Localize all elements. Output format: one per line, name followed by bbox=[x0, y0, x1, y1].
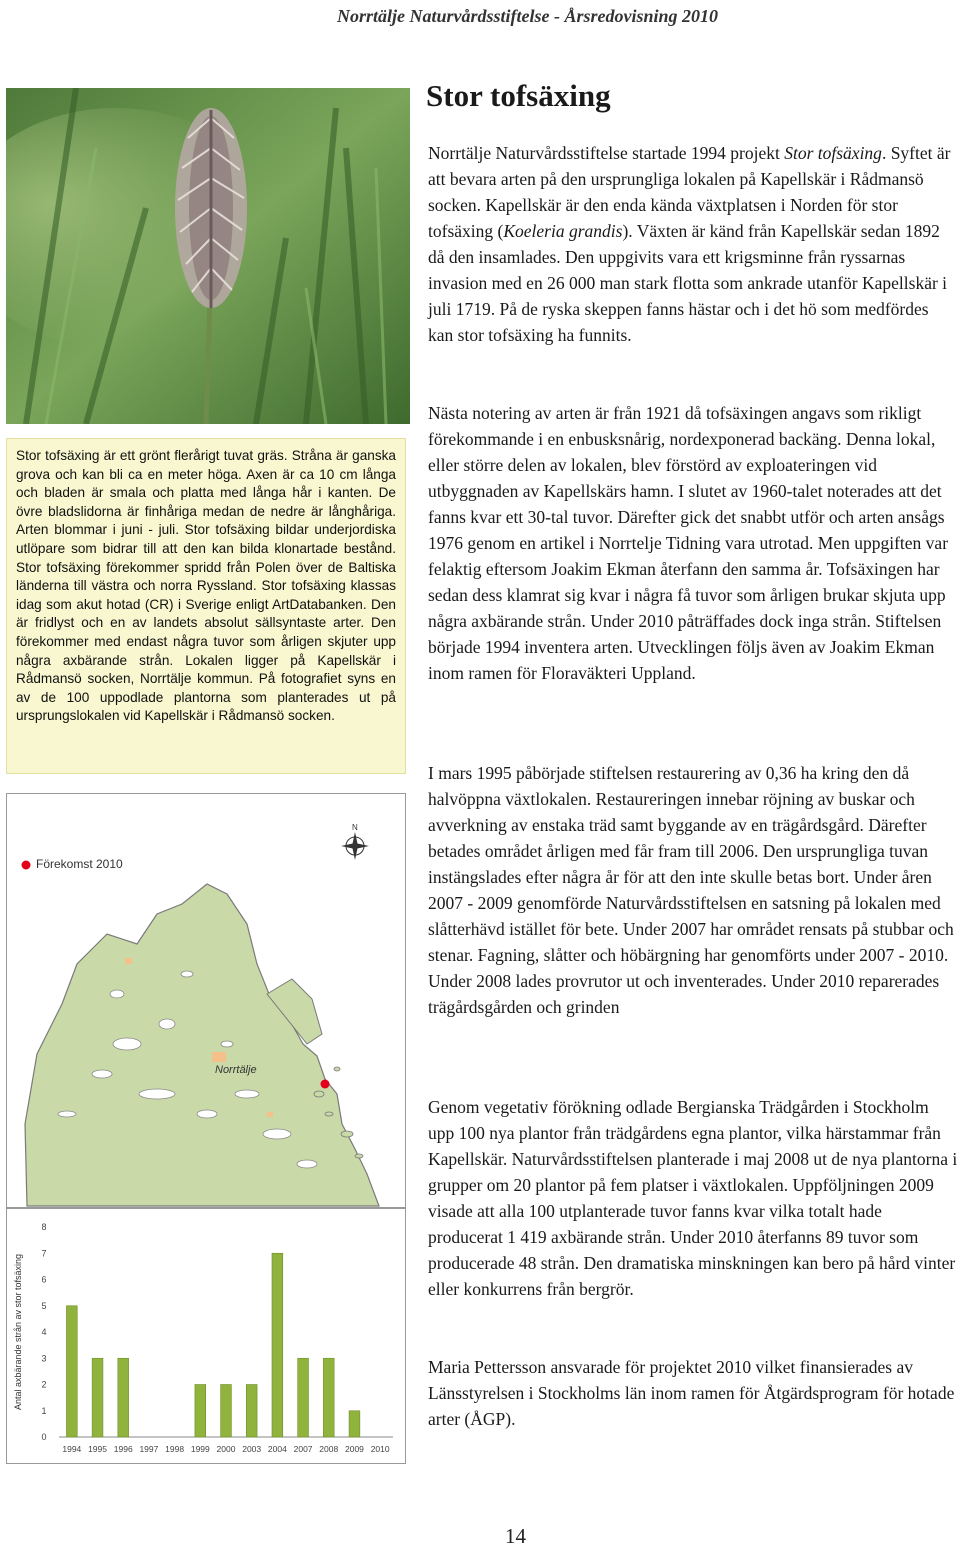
y-tick-label: 0 bbox=[41, 1432, 47, 1442]
x-tick-label: 2007 bbox=[293, 1444, 313, 1454]
bar-1994 bbox=[66, 1306, 77, 1437]
paragraph-restoration: I mars 1995 påbörjade stiftelsen restaurering av 0,36 ha kring den då halvöppna växtlokalen. Restaureringen innebar röjning av buskar och avverkning av enstaka träd samt byggande av en trägårdsgård. Därefter betades området årligen med får fram till 2006. Den ursprungliga tuvan instängslades efter några år för att den inte skulle betas bort. Under åren 2007 - 2009 genomförde Naturvårdsstiftelsen en satsning på lokalen med slåtterhävd istället för bete. Under 2007 har området rensats på stubbar och stenar. Fagning, slåtter och höbärgning har genomförts under 2007 - 2010. Under 2008 lades provrutor ut och inventerades. Under 2010 reparerades trägårdsgården och grinden bbox=[428, 763, 954, 1017]
paragraph-funding: Maria Pettersson ansvarade för projektet 2010 vilket finansierades av Länsstyrelsen i Stockholms län inom ramen för Åtgärdsprogram för hotade arter (ÅGP). bbox=[428, 1357, 955, 1429]
species-caption-box bbox=[6, 438, 406, 774]
page-number: 14 bbox=[505, 1524, 526, 1548]
x-tick-label: 2009 bbox=[345, 1444, 364, 1454]
bar-chart bbox=[6, 1208, 406, 1464]
bar-2009 bbox=[349, 1411, 360, 1437]
paragraph-history: Nästa notering av arten är från 1921 då tofsäxingen angavs som rikligt förekommande i en enbusksnårig, nordexponerad backäng. Denna lokal, eller större delen av lokalen, blev förstörd av exploateringen vid utbyggnaden av Kapellskärs hamn. I slutet av 1960-talet noterades att det fanns kvar ett 30-tal tuvor. Därefter gick det snabbt utför och arten ansågs 1976 genom en artikel i Norrtelje Tidning vara utrotad. Men uppgiften var felaktig eftersom Joakim Ekman återfann den samma år. Tofsäxingen har sedan dess klamrat sig kvar i några få tuvor som årligen brukar skjuta upp några axbärande strån. Under 2010 påträffades dock inga strån. Stiftelsen började 1994 inventera arten. Utvecklingen följs även av Joakim Ekman inom ramen för Floraväkteri Uppland. bbox=[428, 403, 949, 683]
x-tick-label: 1994 bbox=[62, 1444, 82, 1454]
distribution-map bbox=[6, 793, 406, 1208]
map-town-label: Norrtälje bbox=[215, 1064, 257, 1076]
x-tick-label: 1997 bbox=[139, 1444, 159, 1454]
chart-canvas bbox=[7, 1209, 405, 1463]
legend-marker bbox=[22, 861, 31, 870]
north-arrow-icon bbox=[341, 823, 369, 860]
y-tick-label: 1 bbox=[41, 1405, 47, 1416]
bar-2000 bbox=[221, 1385, 232, 1438]
bar-1999 bbox=[195, 1385, 206, 1438]
y-tick-label: 8 bbox=[41, 1222, 47, 1232]
x-tick-label: 1995 bbox=[88, 1444, 107, 1454]
y-tick-label: 5 bbox=[41, 1300, 47, 1311]
y-tick-label: 4 bbox=[41, 1327, 47, 1337]
occurrence-marker bbox=[321, 1080, 330, 1089]
bar-2003 bbox=[246, 1385, 257, 1438]
x-tick-label: 2008 bbox=[319, 1444, 339, 1454]
grass-photo bbox=[6, 88, 410, 424]
bar-2008 bbox=[323, 1358, 334, 1437]
article-title: Stor tofsäxing bbox=[426, 78, 611, 113]
x-tick-label: 1999 bbox=[190, 1444, 210, 1454]
y-axis-label: Antal axbärande strån av stor tofsäxing bbox=[13, 1253, 23, 1411]
species-caption: Stor tofsäxing är ett grönt flerårigt tuvat gräs. Stråna är ganska grova och kan bli ca en meter höga. Axen är ca 10 cm långa och bladen är smala och platta med långa hår i kanten. De övre bladslidorna är finhåriga medan de nedre är långhåriga. Arten blommar i juni - juli. Stor tofsäxing bildar underjordiska utlöpare som bidrar till att den kan bilda klonartade bestånd. Stor tofsäxing förekommer spridd från Polen över de Baltiska länderna till västra och norra Ryssland. Stor tofsäxing klassas idag som akut hotad (CR) i Sverige enligt ArtDatabanken. Den är fridlyst och en av landets absolut sällsyntaste arter. Den förekommer med endast några tuvor som årligen skjuter upp några axbärande strån. Lokalen ligger på Kapellskär i Rådmansö socken, Norrtälje kommun. På fotografiet syns en av de 100 uppodlade plantorna som planterades ut på ursprungslokalen vid Kapellskär i Rådmansö socken. bbox=[16, 448, 396, 724]
x-tick-label: 1998 bbox=[165, 1444, 185, 1454]
paragraph-intro: Norrtälje Naturvårdsstiftelse startade 1994 projekt Stor tofsäxing. Syftet är att bevara arten på den ursprungliga lokalen på Kapellskär i Rådmansö socken. Kapellskär är den enda kända växtplatsen i Norden för stor tofsäxing (Koeleria grandis). Växten är känd från Kapellskär sedan 1892 då den insamlades. Den uppgivits vara ett krigsminne från ryssarnas invasion med en 26 000 man stark flotta som ankrade utanför Kapellskär i juli 1719. På de ryska skeppen fanns hästar och i det hö som medfördes kan stor tofsäxing ha funnits. bbox=[428, 143, 951, 345]
grass-photo-image bbox=[6, 88, 410, 424]
y-tick-label: 3 bbox=[41, 1353, 47, 1364]
map-canvas bbox=[7, 794, 405, 1207]
svg-text:N: N bbox=[352, 823, 358, 832]
x-tick-label: 1996 bbox=[113, 1444, 133, 1454]
x-tick-label: 2003 bbox=[242, 1444, 262, 1454]
bar-2004 bbox=[272, 1253, 283, 1437]
y-tick-label: 6 bbox=[41, 1274, 47, 1285]
map-legend-label: Förekomst 2010 bbox=[36, 857, 123, 871]
y-tick-label: 7 bbox=[41, 1248, 47, 1259]
x-tick-label: 2000 bbox=[216, 1444, 236, 1454]
bar-1996 bbox=[118, 1358, 129, 1437]
paragraph-propagation: Genom vegetativ förökning odlade Bergianska Trädgården i Stockholm upp 100 nya plantor från trädgårdens egna plantor, vilka härstammar från Kapellskär. Naturvårdsstiftelsen planterade i maj 2008 ut de nya plantorna i grupper om 20 plantor på fem platser i växtlokalen. Uppföljningen 2009 visade att alla 100 utplanterade tuvor fanns kvar vilka totalt hade producerat 1 419 axbärande strån. Under 2010 återfanns 89 tuvor som producerade 48 strån. Den dramatiska minskningen kan bero på hård vinter eller konkurrens från bergrör. bbox=[428, 1097, 958, 1299]
x-tick-label: 2010 bbox=[370, 1444, 390, 1454]
bar-2007 bbox=[298, 1358, 309, 1437]
running-header: Norrtälje Naturvårdsstiftelse - Årsredovisning 2010 bbox=[336, 6, 718, 26]
x-tick-label: 2004 bbox=[267, 1444, 287, 1454]
map-land bbox=[25, 884, 379, 1206]
y-tick-label: 2 bbox=[41, 1379, 47, 1390]
bar-1995 bbox=[92, 1358, 103, 1437]
